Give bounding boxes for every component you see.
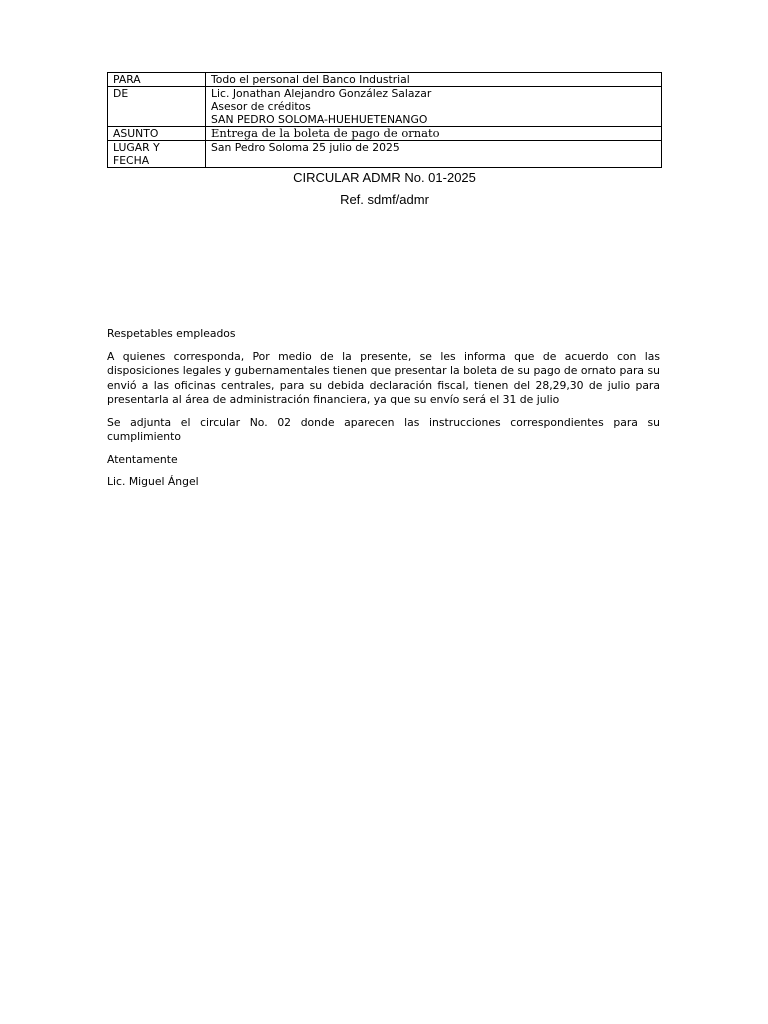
lugar-label-line-1: LUGAR Y [113, 141, 160, 154]
de-line-name: Lic. Jonathan Alejandro González Salazar [211, 87, 432, 100]
row-de [108, 87, 662, 127]
asunto-label: ASUNTO [108, 127, 206, 141]
paragraph-1: A quienes corresponda, Por medio de la presente, se les informa que de acuerdo con las disposiciones legales y gubernamentales tienen que presentar la boleta de su pago de ornato para su envió a las oficinas centrales, para su debida declaración fiscal, tienen del 28,29,30 de julio para presentarla al área de administración financiera, ya que su envío será el 31 de julio [107, 349, 660, 406]
signature: Lic. Miguel Ángel [107, 475, 199, 488]
de-value [206, 87, 662, 127]
lugar-fecha-label [108, 141, 206, 168]
reference-line: Ref. sdmf/admr [340, 192, 429, 207]
lugar-fecha-value: San Pedro Soloma 25 julio de 2025 [206, 141, 662, 168]
paragraph-2: Se adjunta el circular No. 02 donde aparecen las instrucciones correspondientes para su cumplimiento [107, 415, 660, 443]
de-label: DE [108, 87, 206, 127]
closing: Atentamente [107, 452, 178, 466]
letter-body [107, 327, 660, 498]
para-value: Todo el personal del Banco Industrial [206, 73, 662, 87]
row-lugar-fecha [108, 141, 662, 168]
para-label: PARA [108, 73, 206, 87]
de-line-role: Asesor de créditos [211, 100, 311, 113]
salutation: Respetables empleados [107, 327, 236, 340]
row-para [108, 73, 662, 87]
lugar-label-line-2: FECHA [113, 154, 150, 167]
de-line-location: SAN PEDRO SOLOMA-HUEHUETENANGO [211, 113, 428, 126]
asunto-value: Entrega de la boleta de pago de ornato [206, 127, 662, 141]
memo-header-table [107, 72, 662, 168]
row-asunto [108, 127, 662, 141]
circular-title: CIRCULAR ADMR No. 01-2025 [293, 170, 476, 185]
